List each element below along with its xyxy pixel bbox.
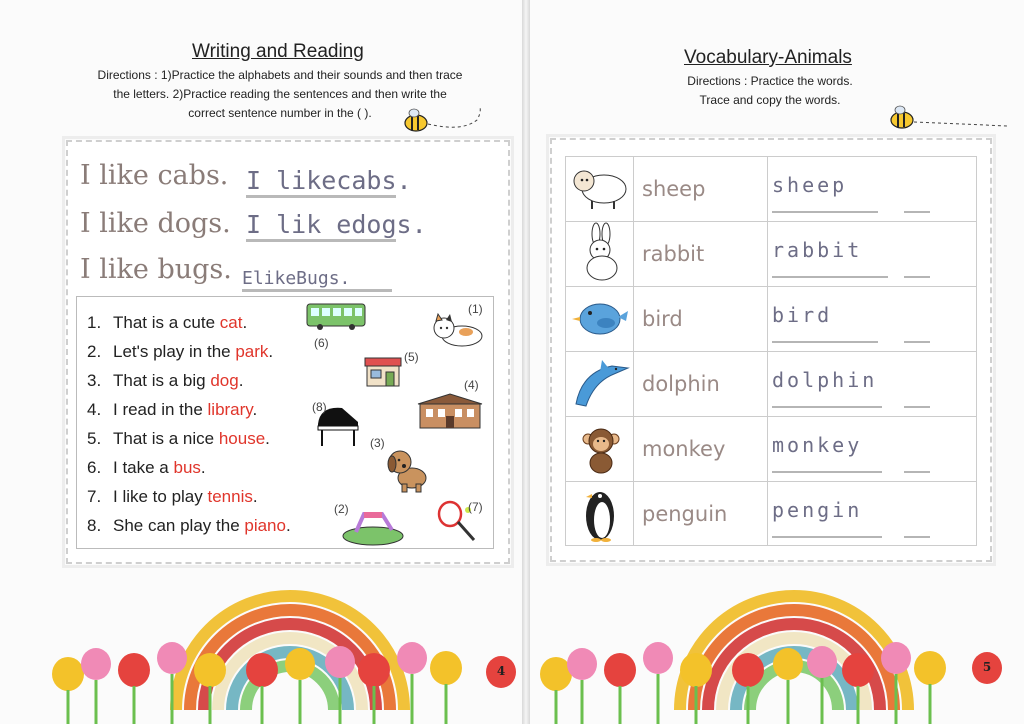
rainbow-tulips-illustration-right: [530, 570, 1024, 724]
vocab-written-rabbit[interactable]: rabbit: [772, 238, 863, 262]
library-icon: [416, 392, 484, 430]
label-dog[interactable]: (3): [370, 436, 385, 450]
dolphin-icon: [566, 352, 634, 416]
label-cat[interactable]: (1): [468, 302, 483, 316]
dog-icon: [384, 444, 432, 494]
house-icon: [362, 352, 404, 388]
page-title-vocabulary: Vocabulary-Animals: [684, 47, 852, 68]
directions-right-line-1: Directions : Practice the words.: [687, 74, 853, 88]
directions-line-1: Directions : 1)Practice the alphabets and their sounds and then trace: [97, 68, 463, 82]
rainbow-tulips-illustration: [0, 570, 522, 724]
vocab-written-monkey[interactable]: monkey: [772, 433, 863, 457]
label-park[interactable]: (2): [334, 502, 349, 516]
written-sentence-2[interactable]: I lik edogs.: [246, 210, 396, 242]
bee-icon: [888, 92, 1018, 132]
sentence-8: 8. She can play the piano.: [87, 516, 291, 535]
written-sentence-3[interactable]: ElikeBugs.: [242, 268, 392, 292]
vocab-row-dolphin: [566, 352, 976, 417]
vocab-written-sheep[interactable]: sheep: [772, 173, 848, 197]
vocab-word-bird: bird: [642, 307, 683, 331]
penguin-icon: [566, 482, 634, 546]
sheep-icon: [566, 157, 634, 221]
label-piano[interactable]: (8): [312, 400, 327, 414]
vocab-word-sheep: sheep: [642, 177, 706, 201]
printed-sentence-3: I like bugs.: [80, 254, 232, 285]
vocab-word-rabbit: rabbit: [642, 242, 705, 266]
label-bus[interactable]: (6): [314, 336, 329, 350]
vocab-row-sheep: [566, 157, 976, 222]
rabbit-icon: [566, 222, 634, 286]
page-number-left: 4: [496, 664, 506, 678]
sentence-1: 1. That is a cute cat.: [87, 313, 248, 332]
label-house[interactable]: (5): [404, 350, 419, 364]
printed-sentence-1: I like cabs.: [80, 160, 229, 191]
sentence-5: 5. That is a nice house.: [87, 429, 270, 448]
monkey-icon: [566, 417, 634, 481]
bird-icon: [566, 287, 634, 351]
vocab-row-monkey: [566, 417, 976, 482]
vocab-row-penguin: [566, 482, 976, 547]
vocabulary-table: [565, 156, 977, 546]
sentence-7: 7. I like to play tennis.: [87, 487, 258, 506]
directions-right-line-2: Trace and copy the words.: [699, 93, 841, 107]
vocab-row-rabbit: [566, 222, 976, 287]
sentence-2: 2. Let's play in the park.: [87, 342, 274, 361]
park-icon: [342, 502, 404, 546]
vocab-word-monkey: monkey: [642, 437, 726, 461]
directions-line-2: the letters. 2)Practice reading the sentences and then write the: [113, 87, 447, 101]
book-spine: [522, 0, 530, 724]
bee-icon: [402, 108, 522, 144]
vocab-row-bird: [566, 287, 976, 352]
written-sentence-1[interactable]: I likecabs.: [246, 166, 396, 198]
vocab-word-penguin: penguin: [642, 502, 728, 526]
directions-right: [640, 72, 900, 110]
vocab-word-dolphin: dolphin: [642, 372, 720, 396]
cat-icon: [430, 312, 486, 348]
directions-line-3: correct sentence number in the ( ).: [188, 106, 372, 120]
sentence-4: 4. I read in the library.: [87, 400, 258, 419]
sentence-3: 3. That is a big dog.: [87, 371, 244, 390]
bus-icon: [306, 302, 368, 330]
sentence-6: 6. I take a bus.: [87, 458, 206, 477]
printed-sentence-2: I like dogs.: [80, 208, 231, 239]
label-library[interactable]: (4): [464, 378, 479, 392]
label-tennis[interactable]: (7): [468, 500, 483, 514]
vocab-written-bird[interactable]: bird: [772, 303, 833, 327]
vocab-written-penguin[interactable]: pengin: [772, 498, 863, 522]
page-title-writing-reading: Writing and Reading: [192, 41, 364, 62]
vocab-written-dolphin[interactable]: dolphin: [772, 368, 878, 392]
page-number-right: 5: [982, 660, 992, 674]
